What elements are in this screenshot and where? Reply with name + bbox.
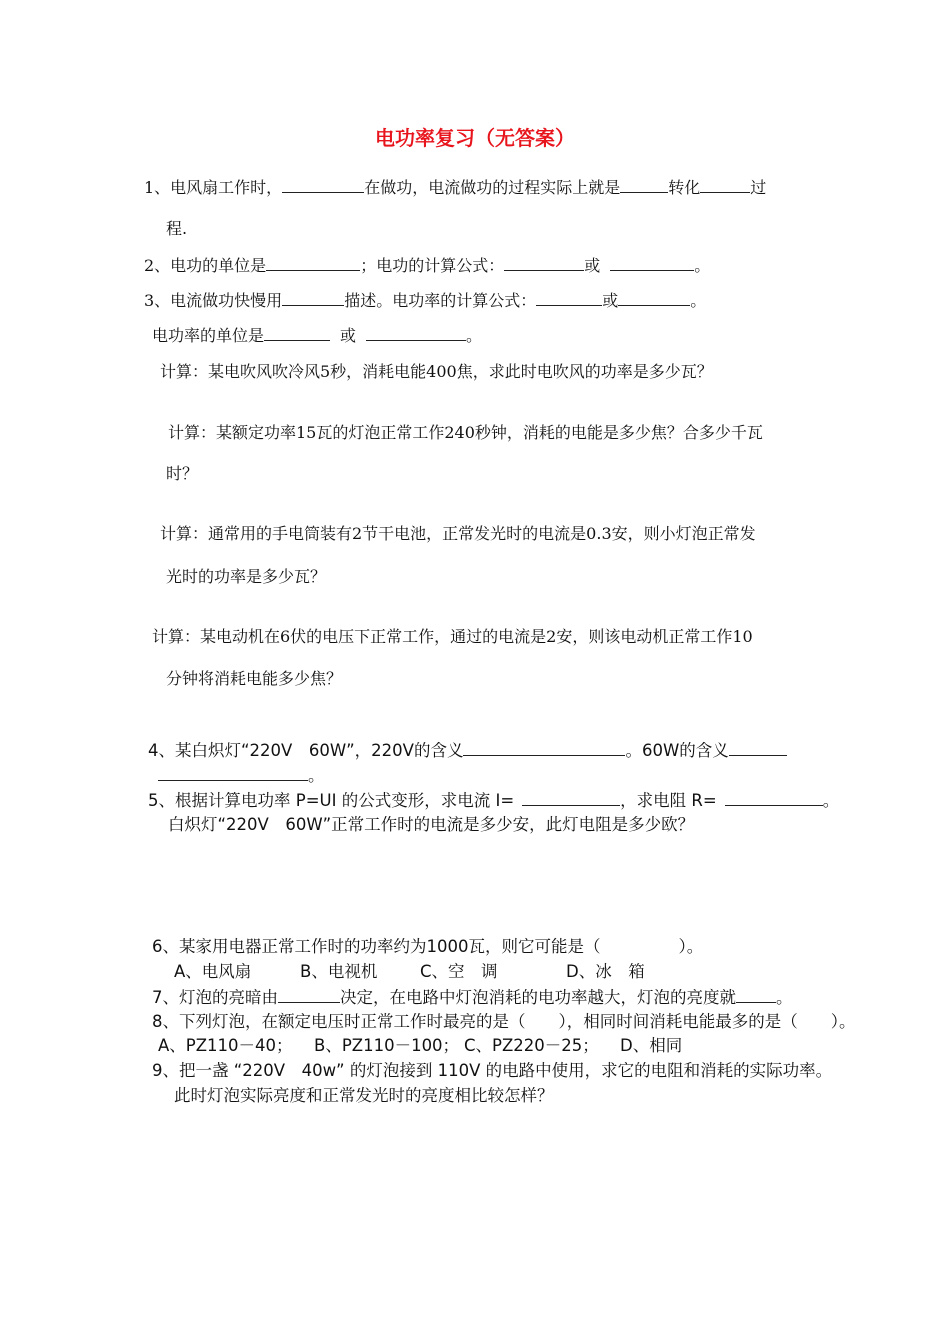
q3-blank-1[interactable] <box>282 289 344 306</box>
q1-text-a: 1、电风扇工作时， <box>144 178 283 197</box>
q3-blank-4[interactable] <box>264 324 330 341</box>
calc-4-line-2: 分钟将消耗电能多少焦？ <box>166 669 343 688</box>
q5-text-b: ，求电阻 R= <box>620 791 717 810</box>
q3-text-e: 电功率的单位是 <box>152 326 265 345</box>
q4-text-b: 。60W的含义 <box>625 741 729 760</box>
q2-text-c: 或 <box>584 256 601 275</box>
q3-text-f: 或 <box>340 326 357 345</box>
q5-text-c: 。 <box>822 791 840 810</box>
q1-blank-3[interactable] <box>700 176 750 193</box>
q7-text-b: 决定，在电路中灯泡消耗的电功率越大，灯泡的亮度就 <box>340 988 736 1007</box>
q3-text-c: 或 <box>602 291 619 310</box>
q4-blank-3[interactable] <box>158 764 308 781</box>
q4-text-a: 4、某白炽灯“220V 60W”，220V的含义 <box>148 741 464 760</box>
q6-option-c[interactable]: C、空 调 <box>420 962 498 981</box>
question-2 <box>144 254 710 277</box>
q2-text-d: 。 <box>694 256 711 275</box>
question-6-options <box>174 961 645 983</box>
q1-text-c: 转化 <box>668 178 701 197</box>
q2-text-a: 2、电功的单位是 <box>144 256 267 275</box>
q1-text-d: 过 <box>750 178 767 197</box>
q8-option-a[interactable]: A、PZ110－40； <box>158 1036 293 1055</box>
calc-2-line-1: 计算：某额定功率15瓦的灯泡正常工作240秒钟，消耗的电能是多少焦？合多少千瓦 <box>168 423 763 442</box>
question-1 <box>144 176 766 199</box>
page-title: 电功率复习（无答案） <box>375 126 575 150</box>
q2-blank-1[interactable] <box>266 254 360 271</box>
question-3 <box>144 289 706 312</box>
q3-text-g: 。 <box>466 326 483 345</box>
question-6 <box>152 936 703 958</box>
q7-text-a: 7、灯泡的亮暗由 <box>152 988 278 1007</box>
question-9-line-2: 此时灯泡实际亮度和正常发光时的亮度相比较怎样？ <box>174 1086 554 1105</box>
question-9-line-1: 9、把一盏 “220V 40w” 的灯泡接到 110V 的电路中使用，求它的电阻和消耗的实际功率。 <box>152 1061 833 1080</box>
q7-blank-2[interactable] <box>736 986 776 1003</box>
q4-blank-1[interactable] <box>463 739 625 756</box>
q7-text-c: 。 <box>776 988 793 1007</box>
q5-blank-2[interactable] <box>725 789 823 806</box>
calc-4-line-1: 计算：某电动机在6伏的电压下正常工作，通过的电流是2安，则该电动机正常工作10 <box>152 627 753 646</box>
calc-1: 计算：某电吹风吹冷风5秒，消耗电能400焦，求此时电吹风的功率是多少瓦？ <box>160 362 713 381</box>
question-8: 8、下列灯泡，在额定电压时正常工作时最亮的是（ ），相同时间消耗电能最多的是（ ）。 <box>152 1012 856 1031</box>
q8-option-b[interactable]: B、PZ110－100； <box>314 1036 460 1055</box>
q3-text-d: 。 <box>690 291 707 310</box>
q6-option-b[interactable]: B、电视机 <box>300 962 378 981</box>
q8-option-c[interactable]: C、PZ220－25； <box>464 1036 599 1055</box>
q1-text-b: 在做功，电流做功的过程实际上就是 <box>364 178 621 197</box>
question-3-cont <box>152 324 482 347</box>
q3-blank-3[interactable] <box>618 289 690 306</box>
q5-text-a: 5、根据计算电功率 P=UI 的公式变形，求电流 I= <box>148 791 515 810</box>
q1-blank-1[interactable] <box>282 176 364 193</box>
question-4-cont <box>158 764 325 787</box>
q2-text-b: ；电功的计算公式： <box>360 256 505 275</box>
q3-text-b: 描述。电功率的计算公式： <box>344 291 537 310</box>
question-5-line-2: 白炽灯“220V 60W”正常工作时的电流是多少安，此灯电阻是多少欧？ <box>168 815 695 834</box>
q5-blank-1[interactable] <box>522 789 620 806</box>
calc-2-line-2: 时？ <box>166 464 199 483</box>
q3-blank-5[interactable] <box>366 324 466 341</box>
q6-option-d[interactable]: D、冰 箱 <box>566 962 645 981</box>
q4-blank-2[interactable] <box>729 739 787 756</box>
question-7 <box>152 986 793 1009</box>
q6-text-b: ）。 <box>678 937 704 956</box>
question-4 <box>148 739 787 762</box>
q8-option-d[interactable]: D、相同 <box>620 1036 683 1055</box>
q4-text-c: 。 <box>308 766 325 785</box>
calc-3-line-2: 光时的功率是多少瓦？ <box>166 567 327 586</box>
question-8-options <box>158 1035 682 1057</box>
question-5 <box>148 789 839 812</box>
q3-text-a: 3、电流做功快慢用 <box>144 291 283 310</box>
q6-text-a: 6、某家用电器正常工作时的功率约为1000瓦，则它可能是（ <box>152 937 601 956</box>
q2-blank-2[interactable] <box>504 254 584 271</box>
q7-blank-1[interactable] <box>278 986 340 1003</box>
q6-option-a[interactable]: A、电风扇 <box>174 962 252 981</box>
calc-3-line-1: 计算：通常用的手电筒装有2节干电池，正常发光时的电流是0.3安，则小灯泡正常发 <box>160 524 756 543</box>
q2-blank-3[interactable] <box>610 254 694 271</box>
question-1-cont: 程. <box>166 219 188 238</box>
q1-blank-2[interactable] <box>620 176 668 193</box>
q3-blank-2[interactable] <box>536 289 602 306</box>
